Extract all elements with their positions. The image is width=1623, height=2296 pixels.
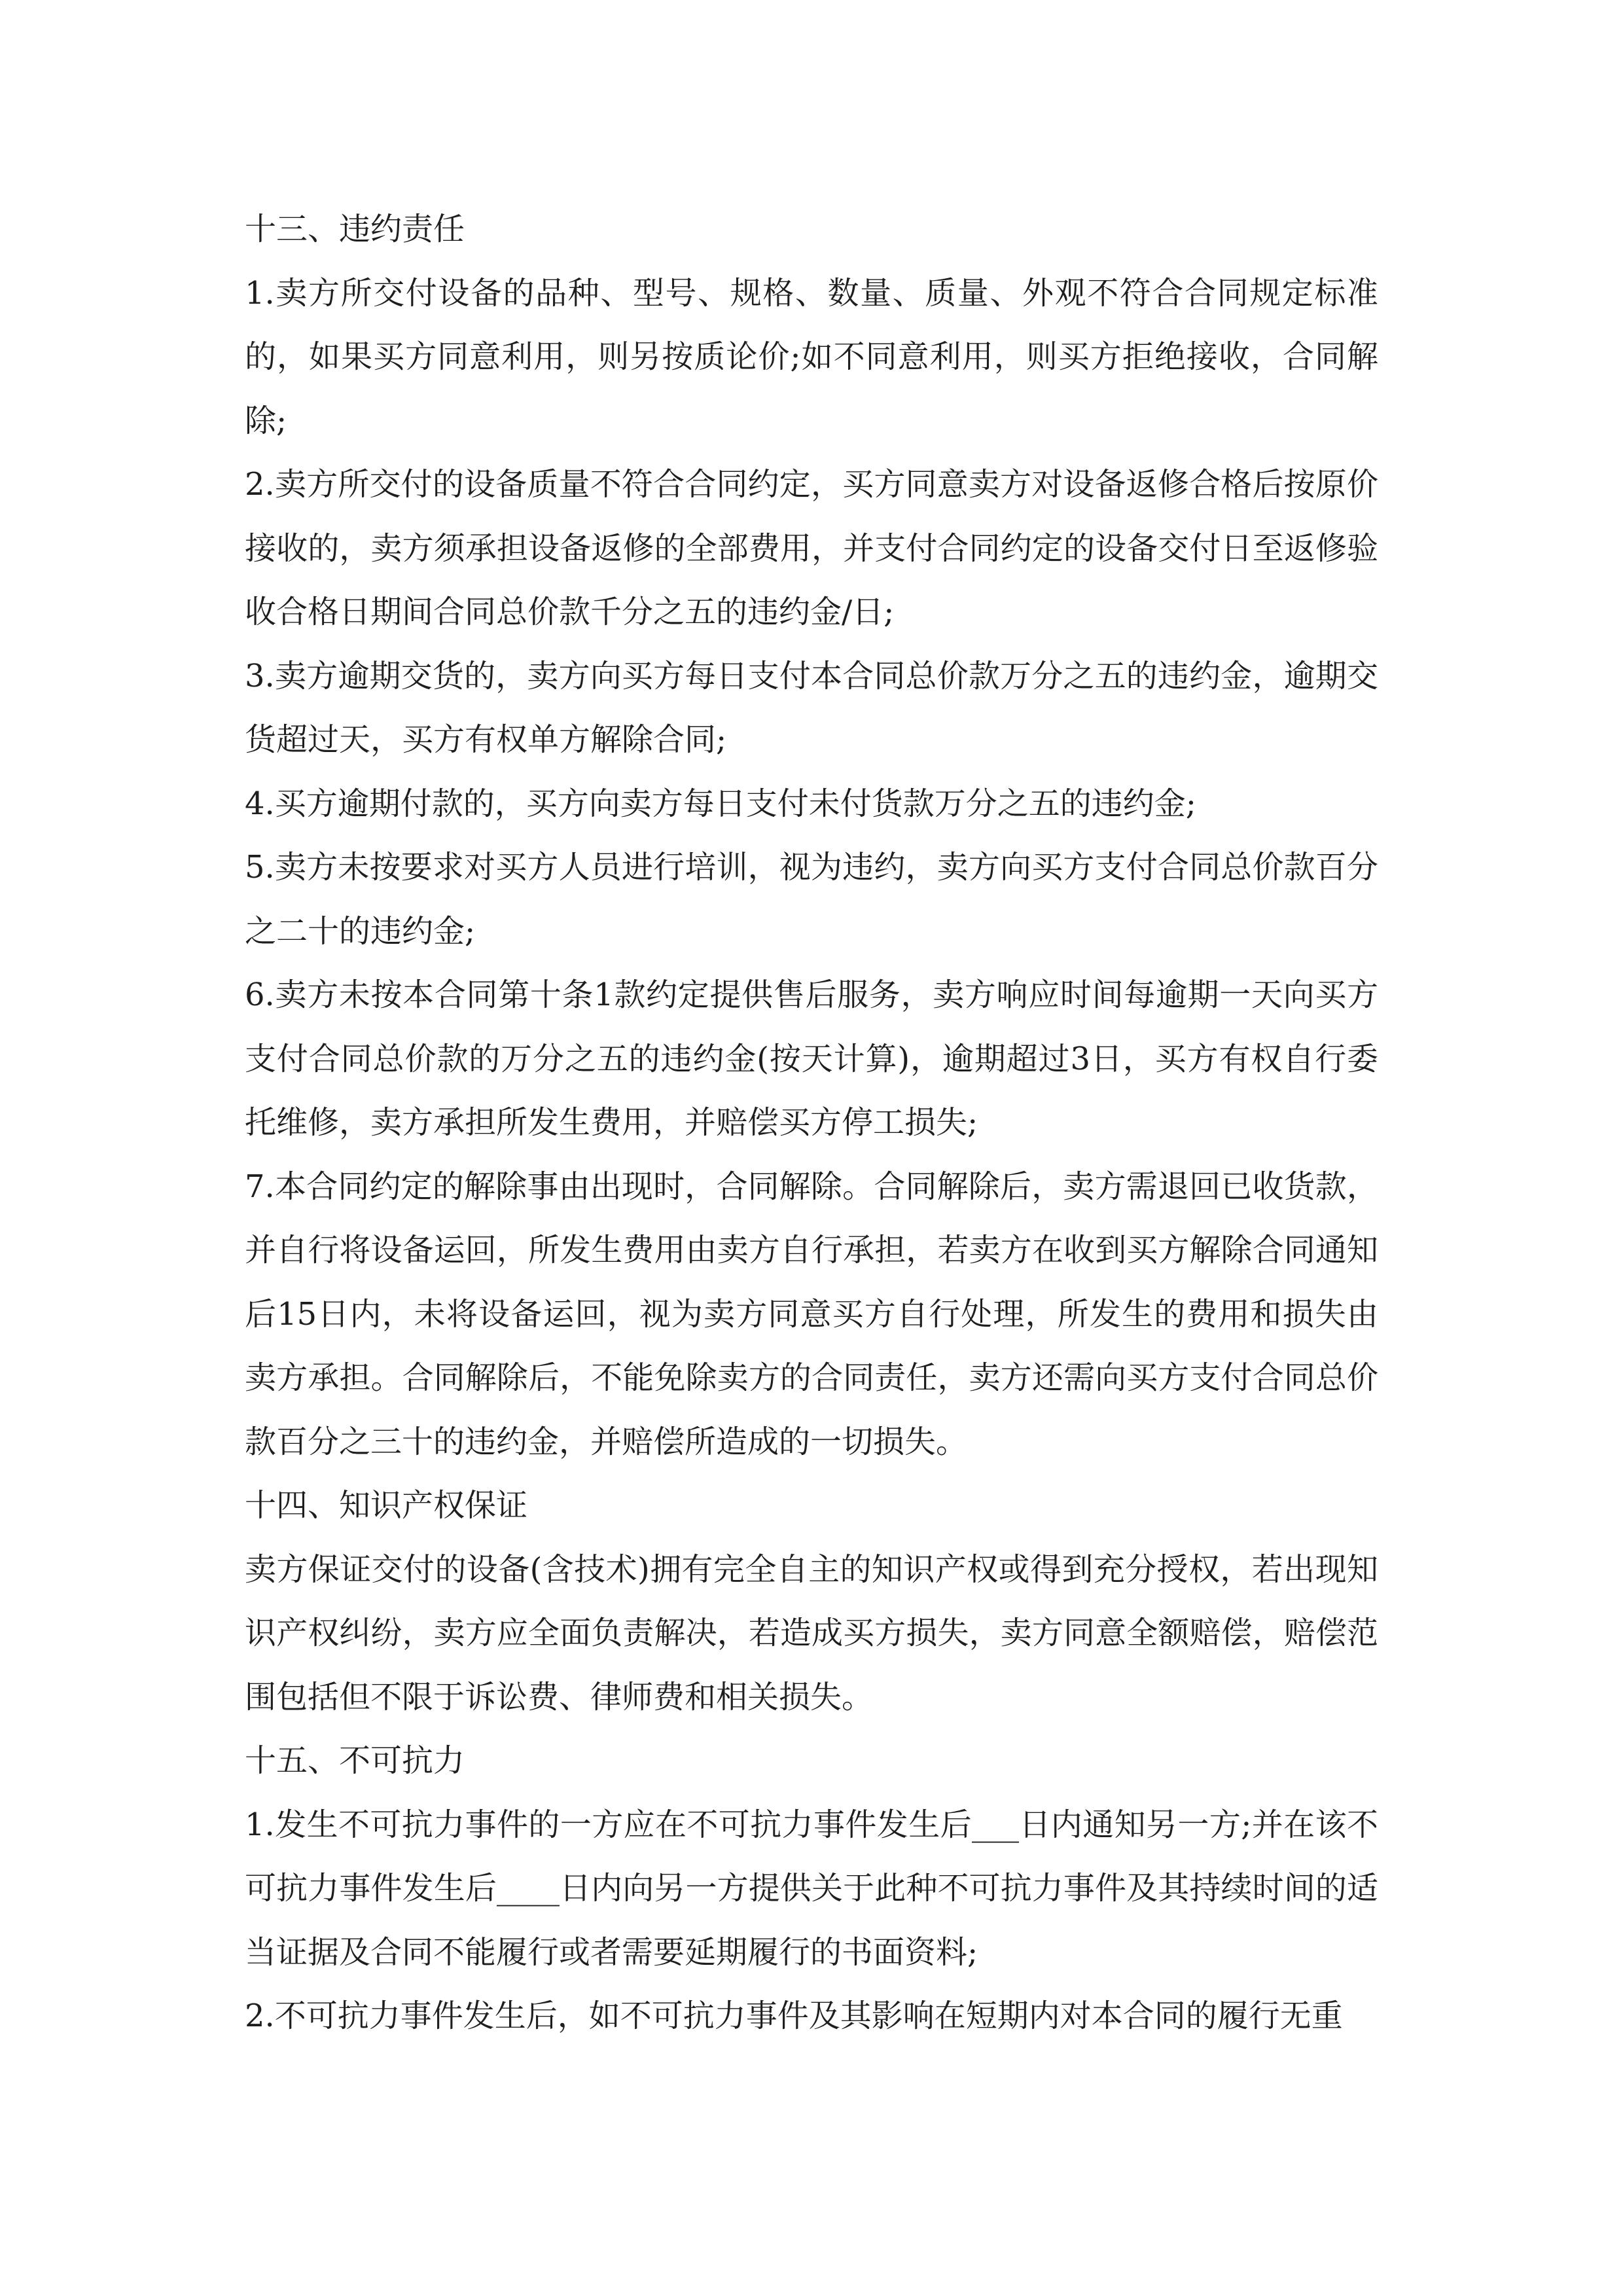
document-body <box>245 198 1378 2049</box>
section-heading: 十四、知识产权保证 <box>245 1487 528 1524</box>
clause-paragraph: 1.卖方所交付设备的品种、型号、规格、数量、质量、外观不符合合同规定标准的，如果买方同意利用，则另按质论价;如不同意利用，则买方拒绝接收，合同解除; <box>245 274 1378 439</box>
clause-paragraph: 2.卖方所交付的设备质量不符合合同约定，买方同意卖方对设备返修合格后按原价接收的，卖方须承担设备返修的全部费用，并支付合同约定的设备交付日至返修验收合格日期间合同总价款千分之五的违约金/日; <box>245 466 1378 630</box>
clause-paragraph: 7.本合同约定的解除事由出现时，合同解除。合同解除后，卖方需退回已收货款，并自行将设备运回，所发生费用由卖方自行承担，若卖方在收到买方解除合同通知后15日内，未将设备运回，视为卖方同意买方自行处理，所发生的费用和损失由卖方承担。合同解除后，不能免除卖方的合同责任，卖方还需向买方支付合同总价款百分之三十的违约金，并赔偿所造成的一切损失。 <box>245 1168 1378 1460</box>
clause-paragraph: 卖方保证交付的设备(含技术)拥有完全自主的知识产权或得到充分授权，若出现知识产权纠纷，卖方应全面负责解决，若造成买方损失，卖方同意全额赔偿，赔偿范围包括但不限于诉讼费、律师费和相关损失。 <box>245 1551 1378 1715</box>
section-ip-guarantee <box>245 1474 1378 1729</box>
section-breach-liability <box>245 198 1378 1474</box>
section-force-majeure <box>245 1729 1378 2049</box>
clause-paragraph: 4.买方逾期付款的，买方向卖方每日支付未付货款万分之五的违约金; <box>245 785 1196 822</box>
section-heading: 十五、不可抗力 <box>245 1742 465 1779</box>
clause-paragraph: 5.卖方未按要求对买方人员进行培训，视为违约，卖方向买方支付合同总价款百分之二十的违约金; <box>245 849 1378 950</box>
clause-paragraph: 2.不可抗力事件发生后，如不可抗力事件及其影响在短期内对本合同的履行无重 <box>245 1998 1343 2034</box>
clause-paragraph: 6.卖方未按本合同第十条1款约定提供售后服务，卖方响应时间每逾期一天向买方支付合同总价款的万分之五的违约金(按天计算)，逾期超过3日，买方有权自行委托维修，卖方承担所发生费用，并赔偿买方停工损失; <box>245 977 1378 1141</box>
clause-paragraph: 3.卖方逾期交货的，卖方向买方每日支付本合同总价款万分之五的违约金，逾期交货超过天，买方有权单方解除合同; <box>245 657 1378 758</box>
section-heading: 十三、违约责任 <box>245 211 465 247</box>
clause-paragraph: 1.发生不可抗力事件的一方应在不可抗力事件发生后___日内通知另一方;并在该不可抗力事件发生后____日内向另一方提供关于此种不可抗力事件及其持续时间的适当证据及合同不能履行或者需要延期履行的书面资料; <box>245 1806 1378 1971</box>
